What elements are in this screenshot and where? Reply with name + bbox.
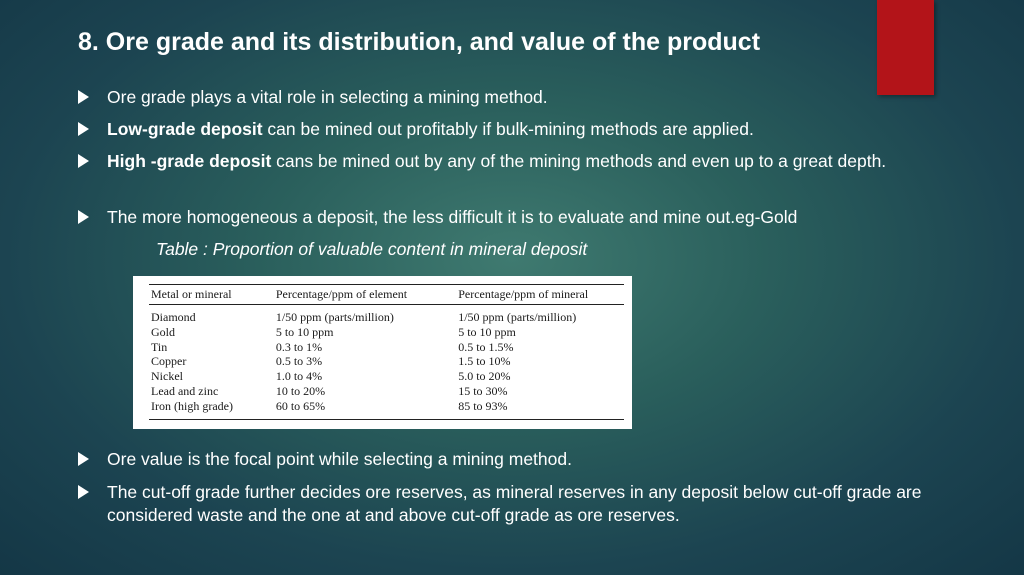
table-cell: 15 to 30%	[458, 384, 508, 398]
bullet-high-grade	[78, 150, 938, 173]
bullet-text: The more homogeneous a deposit, the less difficult it is to evaluate and mine out.eg-Gold	[107, 207, 798, 227]
bullet-text: Ore grade plays a vital role in selecting a mining method.	[107, 87, 548, 107]
table-rule-bottom	[149, 419, 624, 420]
accent-tab	[877, 0, 934, 95]
table-row	[151, 325, 624, 340]
table-cell: Gold	[151, 324, 175, 339]
table-row	[151, 399, 624, 414]
bullet-ore-value	[78, 448, 938, 471]
table-cell: Copper	[151, 354, 187, 369]
bullet-arrow-icon	[78, 452, 89, 466]
table-header-cell: Percentage/ppm of element	[275, 287, 408, 301]
table-cell: 0.5 to 3%	[275, 354, 323, 369]
table-cell: 1.5 to 10%	[458, 354, 511, 369]
table-cell: 0.3 to 1%	[275, 339, 323, 354]
table-header-cell: Metal or mineral	[151, 287, 232, 301]
table-row	[151, 310, 624, 325]
table-row	[151, 384, 624, 399]
bullet-arrow-icon	[78, 90, 89, 104]
bullet-text: The cut-off grade further decides ore reserves, as mineral reserves in any deposit below cut-off grade are considered waste and the one at and above cut-off grade as ore reserves.	[107, 482, 922, 525]
table-cell: 0.5 to 1.5%	[458, 339, 514, 354]
bullet-text: Ore value is the focal point while selecting a mining method.	[107, 449, 572, 469]
bullet-arrow-icon	[78, 154, 89, 168]
table-cell: 60 to 65%	[275, 398, 326, 413]
table-cell: 5 to 10 ppm	[458, 324, 516, 339]
bullet-text: High -grade deposit cans be mined out by any of the mining methods and even up to a great depth.	[107, 151, 887, 171]
slide-title: 8. Ore grade and its distribution, and value of the product	[78, 28, 761, 56]
bullet-arrow-icon	[78, 210, 89, 224]
table-cell: 1/50 ppm (parts/million)	[458, 310, 577, 324]
table-cell: Nickel	[151, 369, 183, 384]
table-cell: 1/50 ppm (parts/million)	[275, 310, 394, 324]
table-cell: 10 to 20%	[275, 384, 326, 398]
table-rule-top	[149, 284, 624, 285]
bullet-homogeneous	[78, 206, 938, 229]
mineral-content-table	[133, 276, 632, 429]
bullet-cut-off-grade	[78, 481, 938, 527]
table-cell: Diamond	[151, 310, 196, 324]
table-row	[151, 354, 624, 369]
table-cell: Iron (high grade)	[151, 398, 233, 413]
table-cell: 85 to 93%	[458, 398, 508, 413]
bullet-low-grade	[78, 118, 938, 141]
table-rule-mid	[149, 304, 624, 305]
table-header-cell: Percentage/ppm of mineral	[458, 287, 589, 301]
bullet-text: Low-grade deposit can be mined out profitably if bulk-mining methods are applied.	[107, 119, 754, 139]
table-header	[151, 287, 624, 302]
bullet-ore-grade	[78, 86, 938, 109]
bullet-arrow-icon	[78, 485, 89, 499]
table-row	[151, 340, 624, 355]
bullet-arrow-icon	[78, 122, 89, 136]
table-caption: Table : Proportion of valuable content in mineral deposit	[156, 239, 588, 259]
table-cell: 5.0 to 20%	[458, 369, 511, 384]
table-cell: 5 to 10 ppm	[275, 324, 334, 339]
table-row	[151, 369, 624, 384]
table-cell: Tin	[151, 339, 168, 354]
table-cell: Lead and zinc	[151, 384, 219, 398]
table-cell: 1.0 to 4%	[275, 369, 323, 384]
